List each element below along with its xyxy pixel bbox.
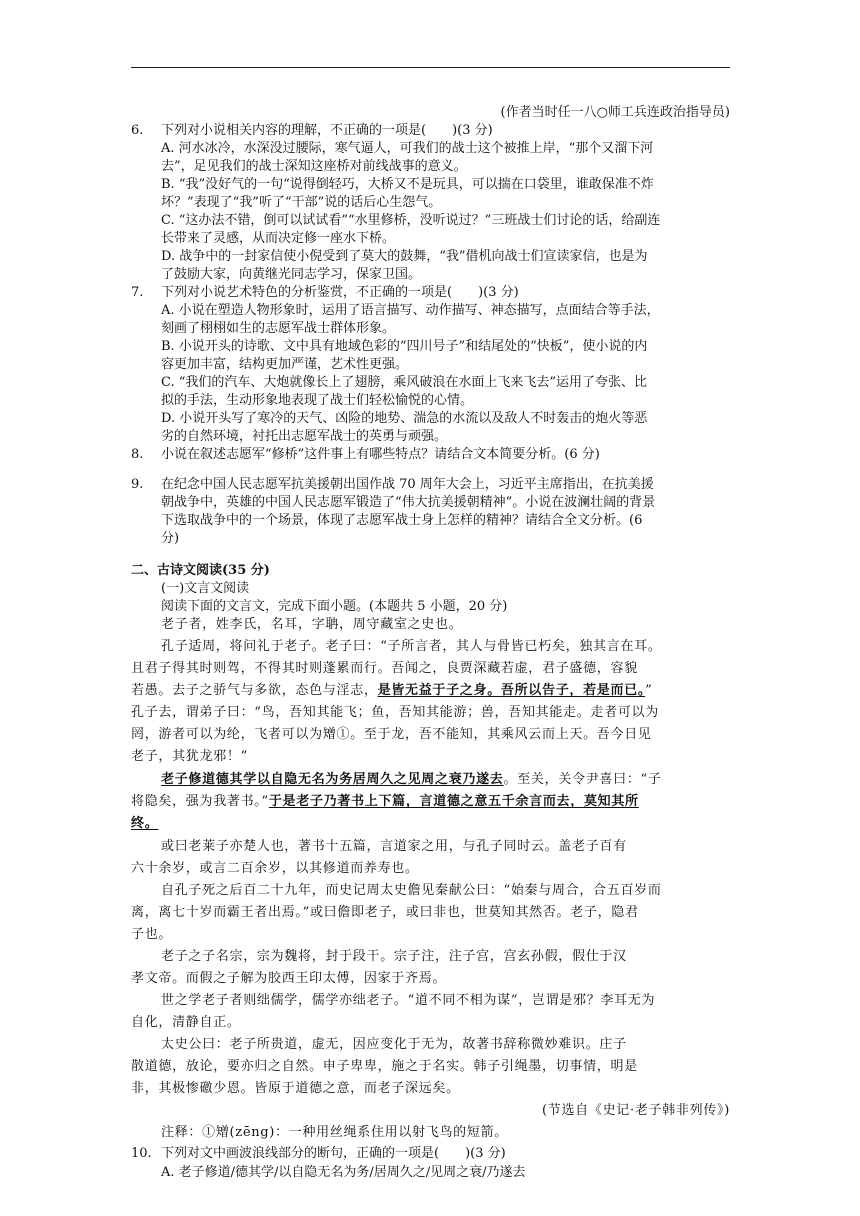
passage-p6-line-2: 孝文帝。而假之子解为胶西王印太傅，因家于齐焉。 [131,971,447,986]
q10-number: 10. [131,1146,152,1161]
passage-source: (节选自《史记·老子韩非列传》) [542,1103,730,1118]
underlined-sentence-2: 于是老子乃著书上下篇，言道德之意五千余言而去，莫知其所 [268,794,639,809]
q10-option-a: A. 老子修道/德其学/以自隐无名为务/居周久之/见周之衰/乃遂去 [161,1165,526,1180]
author-byline: (作者当时任一八○师工兵连政治指导员) [500,105,730,120]
q7-option-c-cont: 拟的手法，生动形象地表现了战士们轻松愉悦的心情。 [161,393,474,408]
wavy-underlined-sentence: 老子修道德其学以自隐无名为务居周久之见周之衰乃遂去 [161,772,504,787]
section-heading: 二、古诗文阅读(35 分) [131,563,270,578]
q7-option-d: D. 小说开头写了寒冷的天气、凶险的地势、湍急的水流以及敌人不时轰击的炮火等恶 [161,411,648,426]
underlined-sentence-2-end: 终。 [131,816,159,831]
passage-p8-line-3: 非，其极惨礉少恩。皆原于道德之意，而老子深远矣。 [131,1081,460,1096]
passage-p2-line-4: 孔子去，谓弟子曰：“鸟，吾知其能飞；鱼，吾知其能游；兽，吾知其能走。走者可以为 [131,705,659,720]
passage-p2-line-3 [131,682,652,699]
passage-p2-line-2: 且君子得其时则驾，不得其时则蓬累而行。吾闻之，良贾深藏若虚，君子盛德，容貌 [131,661,638,676]
q9-line-3: 下选取战争中的一个场景，体现了志愿军战士身上怎样的精神？请结合全文分析。(6 [161,513,643,528]
underlined-sentence-1: 是皆无益于子之身。吾所以告子，若是而已。 [377,683,646,698]
q7-stem: 下列对小说艺术特色的分析鉴赏，不正确的一项是( )(3 分) [161,285,519,300]
passage-p2-line-3-text: 若愚。去子之骄气与多欲，态色与淫志， [131,683,378,698]
q6-option-c: C. “这办法不错，倒可以试试看”“水里修桥，没听说过？”三班战士们讨论的话，给副连 [161,213,661,228]
passage-p8-line-1: 太史公曰：老子所贵道，虚无，因应变化于无为，故著书辞称微妙难识。庄子 [161,1037,627,1052]
q8-text: 小说在叙述志愿军“修桥”这件事上有哪些特点？请结合文本简要分析。(6 分) [161,447,600,462]
passage-p3-line-2 [131,793,639,810]
q9-line-2: 朝战争中，英雄的中国人民志愿军锻造了“伟大抗美援朝精神”。小说在波澜壮阔的背景 [161,495,656,510]
passage-p7-line-2: 自化，清静自正。 [131,1015,241,1030]
q6-option-a-cont: 去”，足见我们的战士深知这座桥对前线战事的意义。 [161,159,467,174]
passage-p8-line-2: 散道德，放论，要亦归之自然。申子卑卑，施之于名实。韩子引绳墨，切事情，明是 [131,1059,638,1074]
q6-option-b-cont: 坏？”表现了“我”听了“干部”说的话后心生怨气。 [161,195,442,210]
q8-number: 8. [131,447,144,462]
q7-option-b-cont: 容更加丰富，结构更加严谨，艺术性更强。 [161,357,409,372]
q7-option-c: C. “我们的汽车、大炮就像长上了翅膀，乘风破浪在水面上飞来飞去”运用了夸张、比 [161,375,648,390]
q6-option-c-cont: 长带来了灵感，从而决定修一座水下桥。 [161,231,396,246]
q10-stem: 下列对文中画波浪线部分的断句，正确的一项是( )(3 分) [161,1146,506,1161]
q6-option-a: A. 河水冰冷，水深没过腰际，寒气逼人，可我们的战士这个被推上岸，“那个又溜下河 [161,141,654,156]
subsection-heading: (一)文言文阅读 [161,581,250,596]
q7-option-a: A. 小说在塑造人物形象时，运用了语言描写、动作描写、神态描写，点面结合等手法， [161,303,660,318]
q9-number: 9. [131,477,144,492]
q6-number: 6. [131,123,144,138]
q9-line-1: 在纪念中国人民志愿军抗美援朝出国作战 70 周年大会上，习近平主席指出，在抗美援 [161,477,654,492]
passage-p3-line-1 [161,771,662,788]
passage-p4-line-1: 或曰老莱子亦楚人也，著书十五篇，言道家之用，与孔子同时云。盖老子百有 [161,839,627,854]
q7-number: 7. [131,285,144,300]
passage-footnote: 注释：①矰(zēng)：一种用丝绳系住用以射飞鸟的短箭。 [161,1125,508,1140]
passage-p3-line-2-text: 将隐矣，强为我著书。” [131,794,269,809]
passage-p5-line-1: 自孔子死之后百二十九年，而史记周太史儋见秦献公曰：“始秦与周合，合五百岁而 [161,883,662,898]
q6-option-d: D. 战争中的一封家信使小倪受到了莫大的鼓舞，“我”借机向战士们宣读家信，也是为 [161,249,648,264]
header-rule [131,67,730,68]
q7-option-a-cont: 刻画了栩栩如生的志愿军战士群体形象。 [161,321,396,336]
passage-p6-line-1: 老子之子名宗，宗为魏将，封于段干。宗子注，注子宫，宫玄孙假，假仕于汉 [161,949,627,964]
passage-p2-line-3-end: ” [645,683,653,698]
passage-p5-line-2: 离，离七十岁而霸王者出焉。”或曰儋即老子，或曰非也，世莫知其然否。老子，隐君 [131,905,639,920]
passage-p2-line-1: 孔子适周，将问礼于老子。老子曰：“子所言者，其人与骨皆已朽矣，独其言在耳。 [161,639,662,654]
passage-p4-line-2: 六十余岁，或言二百余岁，以其修道而养寿也。 [131,861,419,876]
q6-stem: 下列对小说相关内容的理解，不正确的一项是( )(3 分) [161,123,493,138]
q7-option-b: B. 小说开头的诗歌、文中具有地域色彩的“四川号子”和结尾处的“快板”，使小说的内 [161,339,648,354]
passage-instruction: 阅读下面的文言文，完成下面小题。(本题共 5 小题，20 分) [161,599,508,614]
passage-p7-line-1: 世之学老子者则绌儒学，儒学亦绌老子。“道不同不相为谋”，岂谓是邪？李耳无为 [161,993,656,1008]
q9-line-4: 分) [161,531,180,546]
passage-p2-line-5: 罔，游者可以为纶，飞者可以为矰①。至于龙，吾不能知，其乘风云而上天。吾今日见 [131,727,652,742]
passage-p2-line-6: 老子，其犹龙邪！” [131,749,248,764]
passage-p3-line-1-text: 。至关，关令尹喜曰：“子 [503,772,662,787]
q6-option-b: B. “我”没好气的一句“说得倒轻巧，大桥又不是玩具，可以揣在口袋里，谁敢保准不炸 [161,177,654,192]
passage-p5-line-3: 子也。 [131,927,173,942]
q7-option-d-cont: 劣的自然环境，衬托出志愿军战士的英勇与顽强。 [161,429,448,444]
q6-option-d-cont: 了鼓励大家，向黄继光同志学习，保家卫国。 [161,267,422,282]
passage-p1: 老子者，姓李氏，名耳，字聃，周守藏室之史也。 [161,617,463,632]
